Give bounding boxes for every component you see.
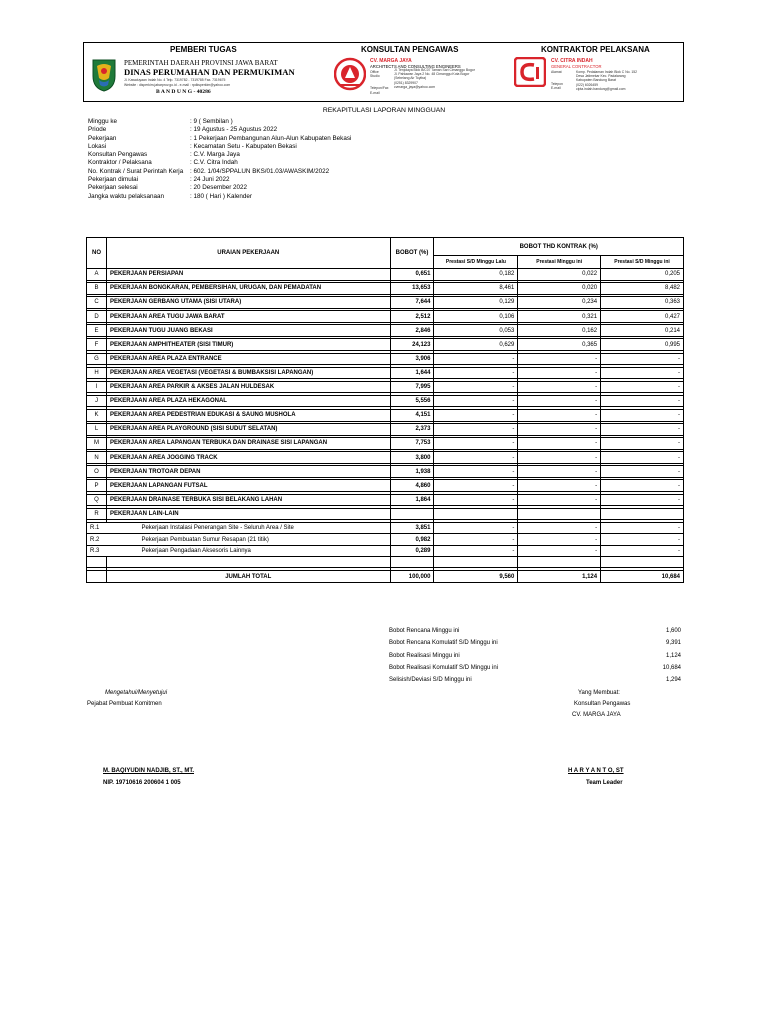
table-row [87,508,684,520]
cell-bobot: 4,860 [390,480,434,492]
cell-bobot: 1,938 [390,466,434,478]
cell-uraian: PEKERJAAN TUGU JUANG BEKASI [106,325,390,337]
cell-prestasi-sd: - [601,367,684,379]
recap-table [86,237,684,583]
cell-prestasi-lalu: 0,182 [434,269,518,281]
cell-bobot: 13,653 [390,283,434,295]
col-prestasi-sd: Prestasi S/D Minggu ini [601,256,684,269]
gov-website: Website : disperkim.jabarprov.go.id - e-mail : rpdksperkim@yahoo.com [124,83,231,87]
table-row [87,424,684,436]
cell-total-lalu: 9,560 [434,571,518,583]
summary-row: Bobot Rencana Komulatif S/D Minggu ini 9,391 [389,640,681,647]
cell-uraian: PEKERJAAN AREA PARKIR & AKSES JALAN HULDESAK [106,381,390,393]
cell-uraian: PEKERJAAN PERSIAPAN [106,269,390,281]
cell-prestasi-ini: - [518,395,601,407]
cell-uraian: PEKERJAAN AREA LAPANGAN TERBUKA DAN DRAINASE SISI LAPANGAN [106,438,390,450]
cell-prestasi-sd: - [601,424,684,436]
cell-prestasi-ini: - [518,367,601,379]
cell-bobot: 7,644 [390,297,434,309]
cell-bobot: 3,906 [390,353,434,365]
cell-prestasi-lalu: - [434,353,518,365]
info-row: Pekerjaan : 1 Pekerjaan Pembangunan Alun-Alun Kabupaten Bekasi [88,134,352,142]
info-row: Konsultan Pengawas : C.V. Marga Jaya [88,151,240,159]
table-row [87,438,684,450]
cell-prestasi-sd: - [601,494,684,506]
summary-row: Bobot Realisasi Komulatif S/D Minggu ini 10,684 [389,664,681,671]
cell-prestasi-sd: - [601,452,684,464]
gov-address: Jl. Kawaluyaan Indah No. 4 Telp. 7319782 - 7319785 Fax. 7319675 [124,78,226,82]
kons-name: CV. MARGA JAYA [370,58,412,64]
cell-prestasi-sd: - [601,545,684,557]
cell-bobot: 2,846 [390,325,434,337]
table-row [87,339,684,351]
marga-jaya-logo-icon [334,57,366,91]
cell-uraian: PEKERJAAN AREA PLAZA ENTRANCE [106,353,390,365]
cell-uraian: Pekerjaan Pengadaan Aksesoris Lainnya [106,545,390,557]
cell-prestasi-ini: - [518,545,601,557]
cell-prestasi-ini: 0,365 [518,339,601,351]
cell-no: C [87,297,107,309]
cell-prestasi-lalu: - [434,367,518,379]
cell-uraian: PEKERJAAN AMPHITHEATER (SISI TIMUR) [106,339,390,351]
cell-empty [601,557,684,568]
cell-prestasi-lalu: - [434,534,518,546]
cell-prestasi-ini: 0,321 [518,311,601,323]
cell-no: R.1 [87,522,107,534]
cell-prestasi-sd: 0,427 [601,311,684,323]
cell-empty [518,557,601,568]
cell-prestasi-sd [601,508,684,520]
summary-row: Selisish/Deviasi S/D Minggu ini 1,294 [389,677,681,684]
cell-prestasi-lalu: - [434,381,518,393]
cell-prestasi-lalu: 0,053 [434,325,518,337]
cell-prestasi-ini: - [518,494,601,506]
cell-prestasi-ini: - [518,522,601,534]
info-row: Pekerjaan dimulai : 24 Juni 2022 [88,176,230,184]
cell-no: R [87,508,107,520]
cell-prestasi-sd: - [601,381,684,393]
cell-no: F [87,339,107,351]
info-block [88,118,351,201]
col-no: NO [87,238,107,269]
cell-bobot: 24,123 [390,339,434,351]
cell-bobot [390,508,434,520]
cell-prestasi-ini: - [518,452,601,464]
cell-uraian: PEKERJAAN AREA PLAYGROUND (SISI SUDUT SELATAN) [106,424,390,436]
info-row: Minggu ke : 9 ( Sembilan ) [88,118,233,125]
cell-no: L [87,424,107,436]
cell-prestasi-sd: 0,205 [601,269,684,281]
gov-line1: PEMERINTAH DAERAH PROVINSI JAWA BARAT [124,59,278,67]
cell-bobot: 1,644 [390,367,434,379]
cell-prestasi-lalu: - [434,480,518,492]
kons-values: Jl. Tenjolaya Blok B/C07 Taman Sari Cimanggu Bogor Jl. Pahlawan Jaya 2 No. 48 Cimanggu Kota Bogor (Sebelang Air Toyiba) (0251) 8329907 cvmarga_jaya@yahoo.com [394,68,475,89]
cell-prestasi-sd: 8,482 [601,283,684,295]
cell-prestasi-sd: 0,995 [601,339,684,351]
cell-prestasi-ini: - [518,480,601,492]
cell-bobot: 4,151 [390,409,434,421]
info-row: Jangka waktu pelaksanaan : 180 ( Hari ) Kalender [88,192,252,200]
cell-prestasi-ini: 0,020 [518,283,601,295]
summary-row: Bobot Realisasi Minggu ini 1,124 [389,652,681,659]
kontraktor-pelaksana-label: KONTRAKTOR PELAKSANA [541,45,650,54]
sign-left-nip: NIP. 19710616 200604 1 005 [103,780,181,786]
cell-bobot: 0,289 [390,545,434,557]
cell-uraian: PEKERJAAN GERBANG UTAMA (SISI UTARA) [106,297,390,309]
report-title: REKAPITULASI LAPORAN MINGGUAN [322,107,446,114]
cell-prestasi-ini: - [518,353,601,365]
info-row: Pekerjaan selesai : 20 Desember 2022 [88,184,248,192]
col-prestasi-lalu: Prestasi S/D Minggu Lalu [434,256,518,269]
table-row [87,480,684,492]
table-row [87,381,684,393]
table-row [87,409,684,421]
cell-uraian: Pekerjaan Pembuatan Sumur Resapan (21 titik) [106,534,390,546]
sign-left-l1: Mengetahui/Menyetujui [105,690,168,696]
sign-right-name: H A R Y A N T O, ST [568,768,624,774]
cell-no: H [87,367,107,379]
cell-no: I [87,381,107,393]
cell-prestasi-lalu: - [434,522,518,534]
cell-prestasi-sd: - [601,480,684,492]
table-sub-row [87,522,684,534]
table-row [87,367,684,379]
table-row [87,297,684,309]
sign-right-l3: CV. MARGA JAYA [572,712,621,718]
cell-prestasi-lalu [434,508,518,520]
cell-bobot: 3,800 [390,452,434,464]
cell-prestasi-lalu: - [434,466,518,478]
konsultan-pengawas-label: KONSULTAN PENGAWAS [361,45,459,54]
cell-empty [87,571,107,583]
summary-row: Bobot Rencana Minggu ini 1,600 [389,628,681,634]
cell-uraian: PEKERJAAN DRAINASE TERBUKA SISI BELAKANG LAHAN [106,494,390,506]
col-bobot: BOBOT (%) [390,238,434,269]
cell-total-label: JUMLAH TOTAL [106,571,390,583]
cell-total-bobot: 100,000 [390,571,434,583]
cell-uraian: PEKERJAAN AREA VEGETASI (VEGETASI & BUMBAKSISI LAPANGAN) [106,367,390,379]
cell-no: E [87,325,107,337]
cell-total-ini: 1,124 [518,571,601,583]
sign-right-role: Team Leader [586,780,623,786]
cell-prestasi-sd: 0,363 [601,297,684,309]
cell-prestasi-sd: - [601,466,684,478]
table-row [87,283,684,295]
table-row [87,353,684,365]
info-row: Kontraktor / Pelaksana : C.V. Citra Indah [88,159,238,167]
table-row [87,452,684,464]
cell-no: A [87,269,107,281]
cell-prestasi-sd: - [601,534,684,546]
header-box [83,42,684,102]
kons-sub: ARCHITECTS AND CONSULTING ENGINEERS [370,64,461,69]
table-sub-row [87,545,684,557]
cell-no: B [87,283,107,295]
cell-bobot: 0,982 [390,534,434,546]
cell-bobot: 0,651 [390,269,434,281]
cell-no: R.2 [87,534,107,546]
cell-prestasi-sd: - [601,438,684,450]
gov-city: B A N D U N G - 40286 [156,89,211,95]
cell-prestasi-sd: - [601,522,684,534]
cell-bobot: 1,864 [390,494,434,506]
cell-prestasi-sd: 0,214 [601,325,684,337]
cell-bobot: 7,995 [390,381,434,393]
table-row [87,466,684,478]
cell-uraian: PEKERJAAN AREA PLAZA HEKAGONAL [106,395,390,407]
cell-prestasi-ini: - [518,534,601,546]
cell-bobot: 2,373 [390,424,434,436]
kons-labels: Office Studio Telepon/Fax E-mail [370,70,389,95]
cell-uraian: PEKERJAAN LAIN-LAIN [106,508,390,520]
table-row [87,269,684,281]
table-row [87,325,684,337]
cell-prestasi-lalu: - [434,409,518,421]
sign-left-name: M. BAQIYUDIN NADJIB, ST., MT. [103,768,195,774]
kontr-sub: GENERAL CONTRACTOR [551,64,602,69]
cell-bobot: 2,512 [390,311,434,323]
cell-prestasi-lalu: - [434,545,518,557]
kontr-labels: Alamat Telepon E-mail [551,70,563,91]
cell-prestasi-sd: - [601,353,684,365]
kontr-name: CV. CITRA INDAH [551,58,593,64]
citra-indah-logo-icon [514,57,546,87]
cell-empty [434,557,518,568]
cell-uraian: PEKERJAAN AREA JOGGING TRACK [106,452,390,464]
summary-block [389,625,681,686]
recap-table-body [87,269,684,583]
cell-prestasi-lalu: 0,106 [434,311,518,323]
cell-prestasi-ini: 0,234 [518,297,601,309]
table-row [87,494,684,506]
cell-uraian: Pekerjaan Instalasi Penerangan Site - Seluruh Area / Site [106,522,390,534]
cell-prestasi-ini: - [518,466,601,478]
kontr-values: Komp. Pedalaman Indah Blok C No. 152 Desa Jatimekar Kec. Padalarang Kabupaten Bandung Barat (022) 6026459 cipta.indah.bandung@gmail.com [576,70,638,91]
cell-prestasi-lalu: 0,129 [434,297,518,309]
cell-prestasi-lalu: 0,629 [434,339,518,351]
cell-prestasi-lalu: 8,461 [434,283,518,295]
cell-bobot: 5,556 [390,395,434,407]
cell-prestasi-lalu: - [434,452,518,464]
cell-no: J [87,395,107,407]
cell-uraian: PEKERJAAN AREA TUGU JAWA BARAT [106,311,390,323]
cell-uraian: PEKERJAAN BONGKARAN, PEMBERSIHAN, URUGAN, DAN PEMADATAN [106,283,390,295]
gov-line2: DINAS PERUMAHAN DAN PERMUKIMAN [124,67,295,77]
cell-no: K [87,409,107,421]
cell-no: R.3 [87,545,107,557]
cell-prestasi-lalu: - [434,438,518,450]
cell-bobot: 7,753 [390,438,434,450]
cell-total-sd: 10,684 [601,571,684,583]
pemberi-tugas-label: PEMBERI TUGAS [170,45,237,54]
table-row [87,311,684,323]
sign-right-l2: Konsultan Pengawas [574,701,631,707]
jabar-emblem-icon [91,58,117,92]
col-bobot-thd: BOBOT THD KONTRAK (%) [434,238,684,256]
cell-prestasi-ini: - [518,409,601,421]
cell-prestasi-sd: - [601,395,684,407]
table-total-row [87,571,684,583]
cell-no: Q [87,494,107,506]
cell-prestasi-lalu: - [434,494,518,506]
cell-prestasi-ini: - [518,438,601,450]
cell-uraian: PEKERJAAN AREA PEDESTRIAN EDUKASI & SAUNG MUSHOLA [106,409,390,421]
cell-prestasi-lalu: - [434,424,518,436]
cell-no: M [87,438,107,450]
cell-prestasi-ini [518,508,601,520]
cell-empty [106,557,390,568]
cell-empty [87,557,107,568]
cell-no: O [87,466,107,478]
sign-right-l1: Yang Membuat: [578,690,620,696]
cell-prestasi-sd: - [601,409,684,421]
cell-prestasi-ini: 0,022 [518,269,601,281]
sign-left-l2: Pejabat Pembuat Komitmen [87,701,162,707]
cell-prestasi-lalu: - [434,395,518,407]
cell-prestasi-ini: - [518,381,601,393]
col-uraian: URAIAN PEKERJAAN [106,238,390,269]
cell-prestasi-ini: 0,162 [518,325,601,337]
cell-prestasi-ini: - [518,424,601,436]
col-prestasi-ini: Prestasi Minggu ini [518,256,601,269]
info-row: No. Kontrak / Surat Perintah Kerja : 602. 1/04/SPPALUN BKS/01.03/AWASKIM/2022 [88,167,330,175]
table-sub-row [87,534,684,546]
cell-empty [390,557,434,568]
cell-no: D [87,311,107,323]
info-row: Lokasi : Kecamatan Setu - Kabupaten Bekasi [88,142,297,150]
cell-no: G [87,353,107,365]
table-row [87,395,684,407]
cell-uraian: PEKERJAAN TROTOAR DEPAN [106,466,390,478]
cell-uraian: PEKERJAAN LAPANGAN FUTSAL [106,480,390,492]
info-row: Priode : 19 Agustus - 25 Agustus 2022 [88,126,278,134]
table-spacer-row [87,557,684,568]
cell-bobot: 3,851 [390,522,434,534]
cell-no: P [87,480,107,492]
cell-no: N [87,452,107,464]
